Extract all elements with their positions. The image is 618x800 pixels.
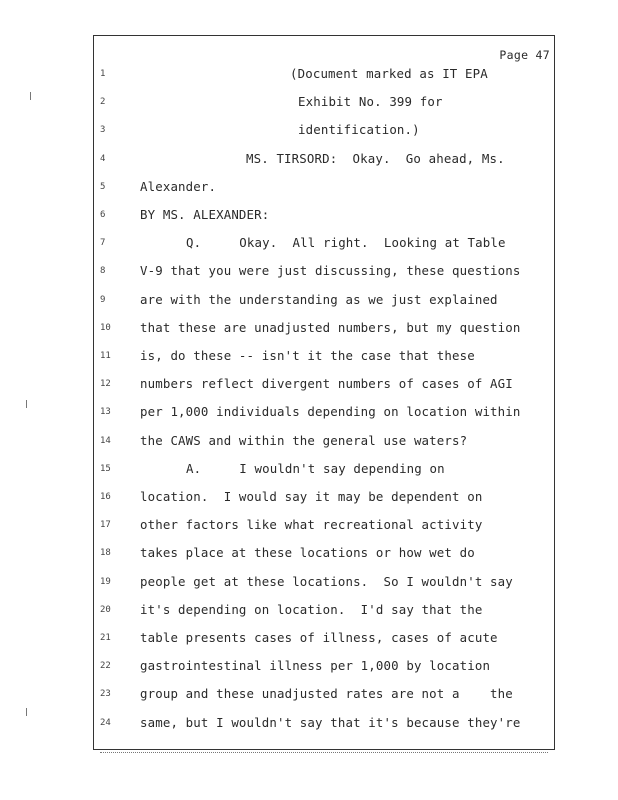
transcript-line (0, 318, 618, 338)
transcript-line (0, 402, 618, 422)
line-number: 17 (100, 520, 111, 531)
line-number: 7 (100, 238, 106, 249)
line-number: 1 (100, 69, 106, 79)
line-number: 23 (100, 689, 111, 700)
transcript-line (0, 120, 618, 140)
line-text: location. I would say it may be dependent on (140, 489, 483, 504)
line-number: 5 (100, 181, 106, 192)
line-number: 4 (100, 153, 106, 164)
transcript-line (0, 656, 618, 676)
transcript-line (0, 572, 618, 592)
line-text: that these are unadjusted numbers, but my question (140, 319, 521, 335)
line-text: people get at these locations. So I wouldn't say (140, 573, 513, 589)
line-number: 22 (100, 661, 111, 672)
line-number: 6 (100, 210, 106, 220)
line-number: 14 (100, 435, 111, 446)
margin-mark (26, 708, 30, 716)
transcript-line (0, 233, 618, 253)
transcript-line (0, 515, 618, 535)
line-text: group and these unadjusted rates are not a the (140, 686, 513, 702)
line-number: 16 (100, 492, 111, 502)
line-text: BY MS. ALEXANDER: (140, 207, 270, 222)
line-text: table presents cases of illness, cases of acute (140, 630, 498, 645)
line-number: 12 (100, 379, 111, 390)
transcript-line (0, 459, 618, 479)
line-number: 19 (100, 576, 111, 587)
line-text: is, do these -- isn't it the case that these (140, 348, 475, 363)
line-number: 24 (100, 717, 111, 728)
transcript-line (0, 487, 618, 507)
transcript-line (0, 205, 618, 225)
line-text: the CAWS and within the general use waters? (140, 432, 468, 448)
transcript-line (0, 374, 618, 394)
margin-mark (30, 92, 34, 100)
transcript-line (0, 431, 618, 451)
transcript-line (0, 684, 618, 704)
transcript-line (0, 628, 618, 648)
line-text: Exhibit No. 399 for (298, 94, 443, 110)
transcript-line (0, 346, 618, 366)
line-text: identification.) (298, 122, 420, 138)
line-text: Q. Okay. All right. Looking at Table (186, 235, 506, 251)
bottom-edge-dots (100, 752, 548, 756)
line-number: 13 (100, 407, 111, 418)
transcript-line (0, 177, 618, 197)
line-text: MS. TIRSORD: Okay. Go ahead, Ms. (246, 150, 505, 166)
margin-mark (26, 400, 30, 408)
transcript-line (0, 290, 618, 310)
line-text: (Document marked as IT EPA (290, 66, 488, 81)
line-number: 2 (100, 97, 106, 108)
line-text: per 1,000 individuals depending on location within (140, 404, 521, 420)
line-text: Alexander. (140, 178, 217, 194)
line-number: 9 (100, 294, 106, 305)
transcript-line (0, 149, 618, 169)
line-number: 10 (100, 322, 111, 333)
line-text: gastrointestinal illness per 1,000 by location (140, 658, 491, 674)
line-number: 20 (100, 604, 111, 615)
line-number: 21 (100, 633, 111, 643)
line-text: V-9 that you were just discussing, these questions (140, 263, 521, 279)
line-text: same, but I wouldn't say that it's because they're (140, 714, 521, 730)
line-text: A. I wouldn't say depending on (186, 460, 445, 476)
line-text: are with the understanding as we just explained (140, 291, 498, 307)
transcript-line (0, 600, 618, 620)
line-number: 18 (100, 548, 111, 559)
line-number: 11 (100, 351, 111, 361)
line-text: other factors like what recreational activity (140, 517, 483, 533)
transcript-line (0, 543, 618, 563)
line-number: 15 (100, 463, 111, 474)
transcript-line (0, 713, 618, 733)
transcript-line (0, 64, 618, 84)
transcript-line (0, 92, 618, 112)
line-text: takes place at these locations or how wet do (140, 545, 475, 561)
transcript-line (0, 261, 618, 281)
line-text: numbers reflect divergent numbers of cases of AGI (140, 376, 513, 392)
line-text: it's depending on location. I'd say that the (140, 601, 483, 617)
page-number: Page 47 (499, 48, 550, 62)
line-number: 8 (100, 266, 106, 277)
line-number: 3 (100, 125, 106, 136)
